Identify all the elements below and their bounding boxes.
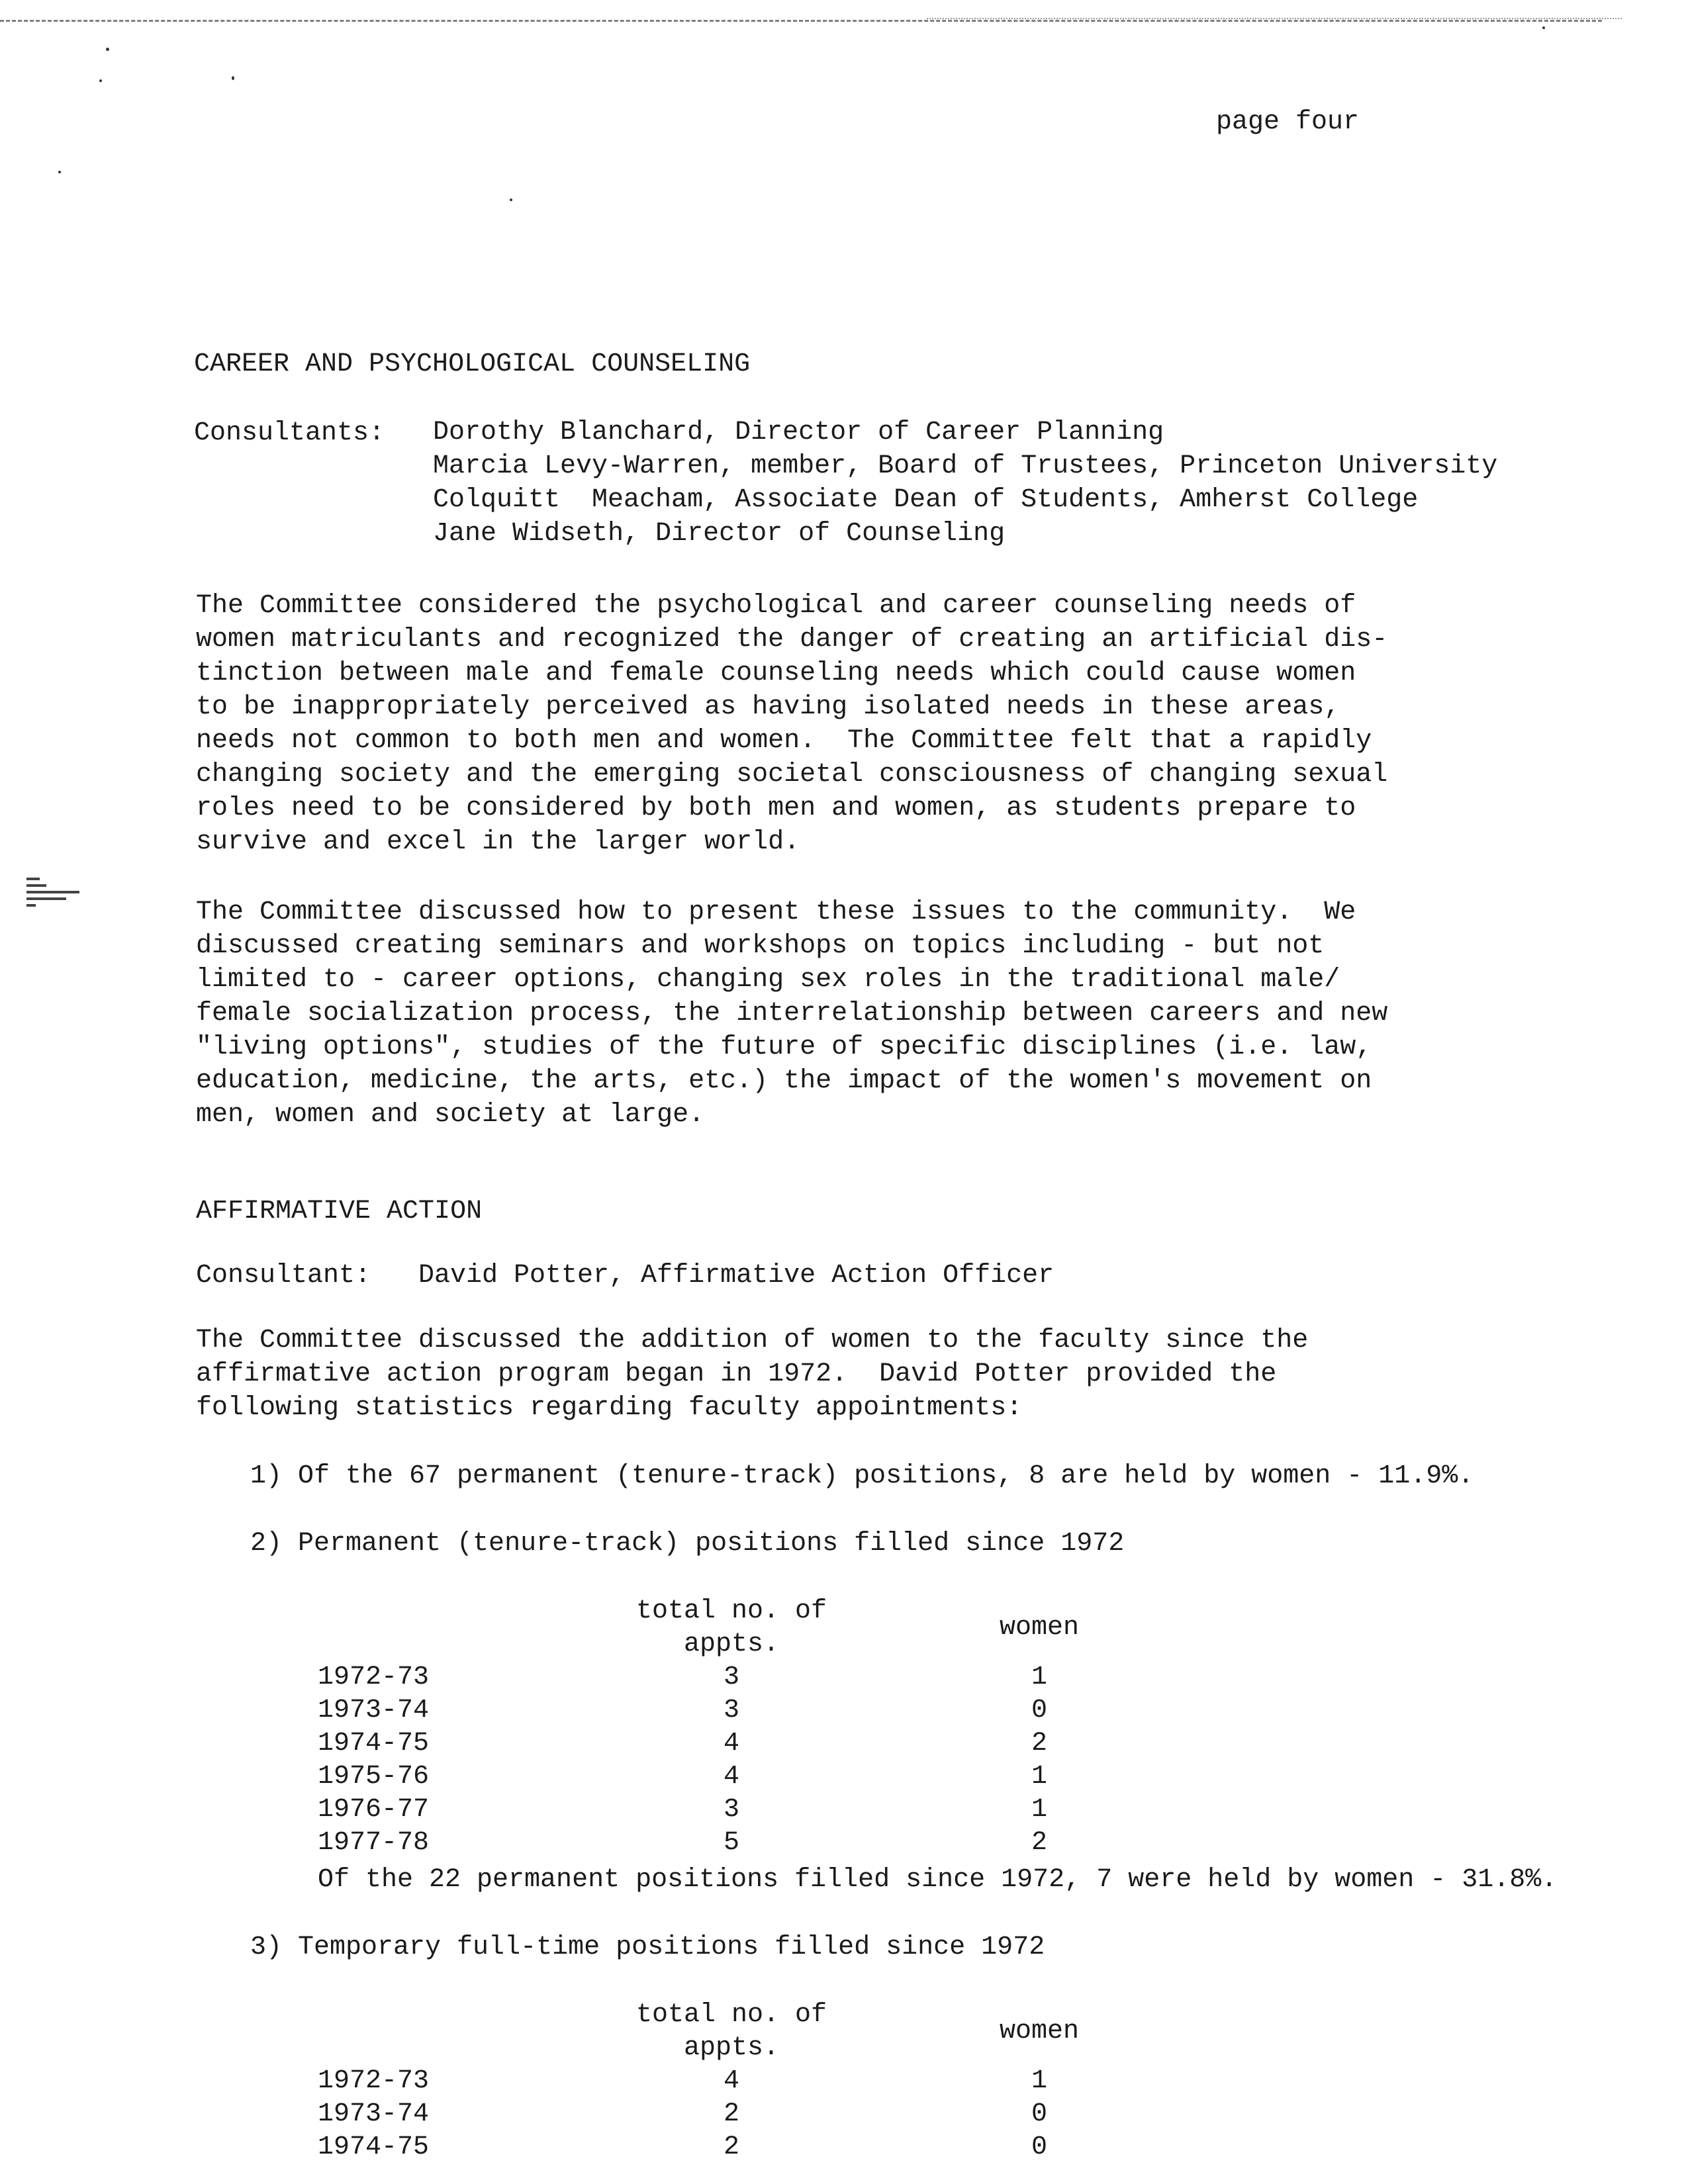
column-header-women: women [999, 2017, 1080, 2046]
table-row [318, 1794, 1198, 1827]
text-line: survive and excel in the larger world. [196, 827, 800, 857]
cell-total: 4 [723, 2066, 739, 2096]
scan-artifact-line [927, 18, 1622, 19]
section-heading-career: CAREER AND PSYCHOLOGICAL COUNSELING [194, 349, 751, 379]
cell-year: 1975-76 [318, 1762, 430, 1792]
cell-year: 1972-73 [318, 1662, 430, 1692]
text-line: women matriculants and recognized the danger of creating an artificial dis- [196, 625, 1388, 655]
scan-artifact-line [0, 20, 1602, 22]
scan-speck [58, 171, 61, 173]
cell-year: 1977-78 [318, 1828, 430, 1858]
cell-women: 2 [1031, 1828, 1047, 1858]
table-row [318, 1760, 1198, 1794]
cell-women: 0 [1031, 2099, 1047, 2129]
consultant-entry: Jane Widseth, Director of Counseling [433, 519, 1006, 549]
cell-total: 3 [723, 1662, 739, 1692]
permanent-summary: Of the 22 permanent positions filled since 1972, 7 were held by women - 31.8%. [318, 1865, 1558, 1895]
text-line: affirmative action program began in 1972. David Potter provided the [196, 1359, 1277, 1389]
stat-item-3: 3) Temporary full-time positions filled since 1972 [250, 1933, 1045, 1962]
column-header-women: women [999, 1613, 1080, 1643]
cell-total: 2 [723, 2099, 739, 2129]
table-header-row [318, 1595, 1198, 1661]
permanent-positions-table [318, 1595, 1198, 1860]
consultants-label: Consultants: [194, 418, 385, 448]
cell-total: 3 [723, 1795, 739, 1825]
table-header-row [318, 1999, 1198, 2065]
cell-total: 3 [723, 1696, 739, 1725]
text-line: men, women and society at large. [196, 1100, 705, 1130]
text-line: The Committee discussed the addition of women to the faculty since the [196, 1326, 1309, 1355]
section-heading-affirmative-action: AFFIRMATIVE ACTION [196, 1197, 483, 1226]
scan-speck [99, 79, 102, 82]
cell-year: 1972-73 [318, 2066, 430, 2096]
column-header-total: total no. of appts. [635, 2000, 827, 2063]
column-header-year [318, 1595, 583, 1661]
text-line: changing society and the emerging societal consciousness of changing sexual [196, 760, 1388, 790]
cell-women: 0 [1031, 1696, 1047, 1725]
page-number: page four [1216, 107, 1360, 137]
text-line: tinction between male and female counseling needs which could cause women [196, 659, 1356, 688]
cell-year: 1973-74 [318, 1696, 430, 1725]
scan-speck [232, 76, 234, 80]
cell-women: 1 [1031, 2066, 1047, 2096]
table-row [318, 2065, 1198, 2098]
temporary-positions-table [318, 1999, 1198, 2164]
cell-women: 1 [1031, 1662, 1047, 1692]
cell-total: 4 [723, 1729, 739, 1758]
table-row [318, 1661, 1198, 1694]
text-line: discussed creating seminars and workshops on topics including - but not [196, 931, 1325, 961]
cell-women: 1 [1031, 1762, 1047, 1792]
consultant-entry: Dorothy Blanchard, Director of Career Planning [433, 418, 1164, 447]
cell-year: 1973-74 [318, 2099, 430, 2129]
text-line: to be inappropriately perceived as having isolated needs in these areas, [196, 692, 1340, 722]
consultant-entry: David Potter, Affirmative Action Officer [418, 1261, 1055, 1291]
table-row [318, 1727, 1198, 1760]
consultant-label: Consultant: [196, 1261, 371, 1291]
stat-item-1: 1) Of the 67 permanent (tenure-track) positions, 8 are held by women - 11.9%. [250, 1461, 1474, 1491]
cell-women: 0 [1031, 2132, 1047, 2162]
cell-women: 1 [1031, 1795, 1047, 1825]
margin-scan-mark [26, 874, 86, 911]
table-row [318, 1827, 1198, 1860]
cell-year: 1976-77 [318, 1795, 430, 1825]
stat-item-2: 2) Permanent (tenure-track) positions filled since 1972 [250, 1529, 1125, 1559]
consultant-entry: Marcia Levy-Warren, member, Board of Trustees, Princeton University [433, 451, 1498, 481]
text-line: The Committee considered the psychological and career counseling needs of [196, 591, 1356, 621]
consultant-entry: Colquitt Meacham, Associate Dean of Students, Amherst College [433, 485, 1419, 515]
cell-total: 2 [723, 2132, 739, 2162]
text-line: "living options", studies of the future of specific disciplines (i.e. law, [196, 1032, 1372, 1062]
text-line: following statistics regarding faculty appointments: [196, 1393, 1023, 1423]
scan-speck [1542, 26, 1545, 29]
cell-total: 4 [723, 1762, 739, 1792]
text-line: The Committee discussed how to present these issues to the community. We [196, 897, 1356, 927]
column-header-year [318, 1999, 583, 2065]
text-line: education, medicine, the arts, etc.) the impact of the women's movement on [196, 1066, 1372, 1096]
cell-total: 5 [723, 1828, 739, 1858]
table-row [318, 2131, 1198, 2164]
text-line: roles need to be considered by both men and women, as students prepare to [196, 794, 1356, 823]
scan-speck [106, 48, 109, 51]
table-row [318, 1694, 1198, 1727]
table-row [318, 2098, 1198, 2131]
text-line: limited to - career options, changing sex roles in the traditional male/ [196, 965, 1340, 995]
text-line: female socialization process, the interrelationship between careers and new [196, 999, 1388, 1028]
scan-speck [510, 199, 512, 201]
cell-women: 2 [1031, 1729, 1047, 1758]
cell-year: 1974-75 [318, 1729, 430, 1758]
column-header-total: total no. of appts. [635, 1596, 827, 1659]
text-line: needs not common to both men and women. The Committee felt that a rapidly [196, 726, 1372, 756]
cell-year: 1974-75 [318, 2132, 430, 2162]
